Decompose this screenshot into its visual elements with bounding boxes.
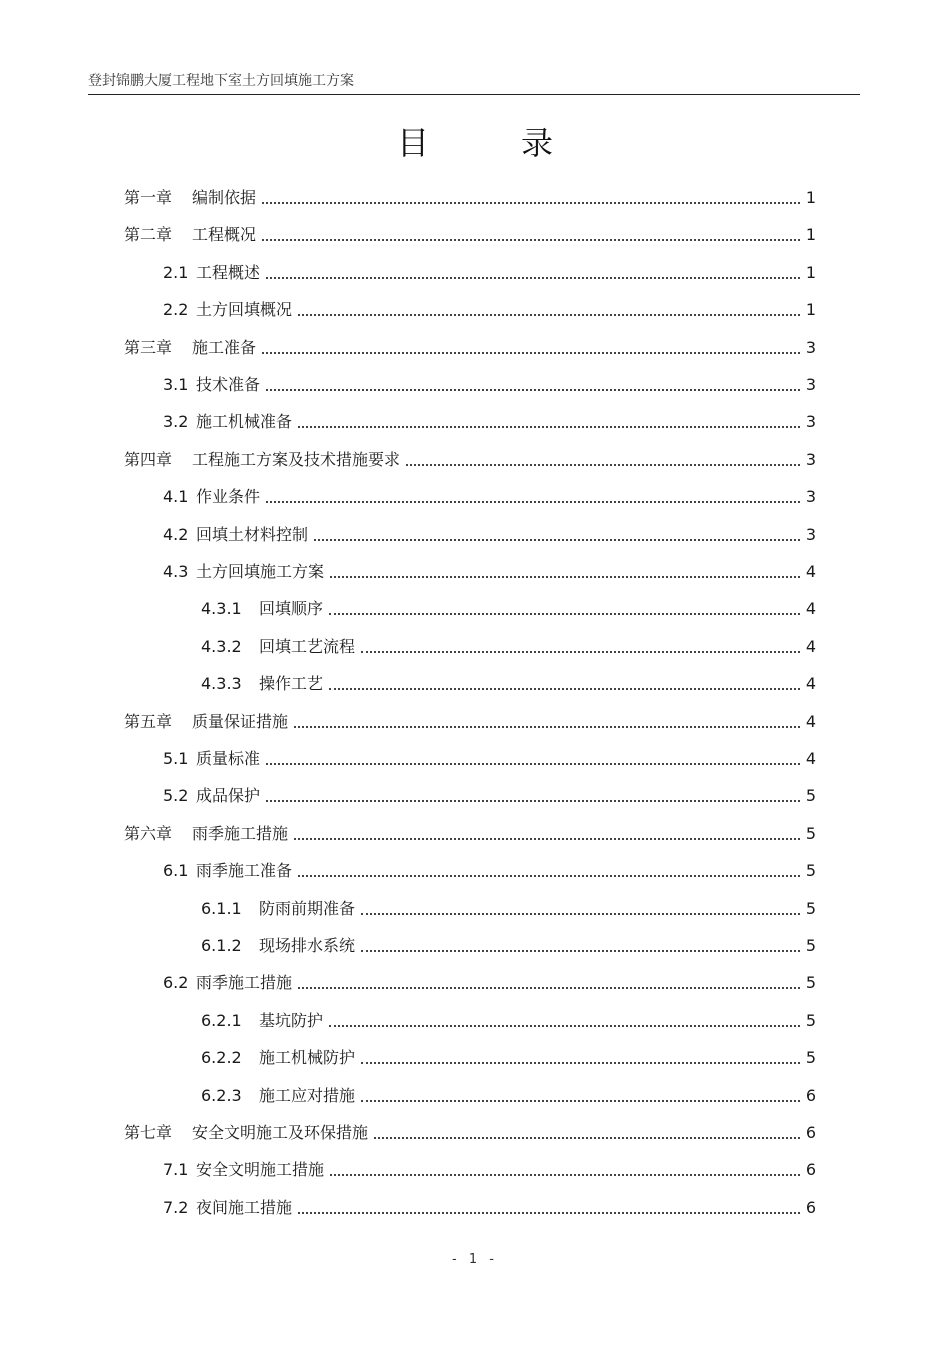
toc-dot-leader <box>294 837 800 840</box>
toc-entry[interactable] <box>201 670 818 694</box>
toc-entry-label: 工程施工方案及技术措施要求 <box>192 450 401 469</box>
toc-entry[interactable] <box>201 1007 818 1031</box>
toc-entry[interactable] <box>124 708 818 732</box>
toc-entry-number: 4.3.2 <box>201 637 242 656</box>
toc-entry-page: 6 <box>805 1123 817 1142</box>
toc-entry[interactable] <box>163 1156 818 1180</box>
toc-entry-number: 4.1 <box>163 487 189 506</box>
toc-entry-label: 基坑防护 <box>259 1011 324 1030</box>
toc-entry-label: 工程概况 <box>192 225 257 244</box>
toc-dot-leader <box>314 538 800 541</box>
toc-entry-label: 回填土材料控制 <box>196 525 309 544</box>
toc-entry-label: 质量保证措施 <box>192 712 289 731</box>
toc-entry-number: 6.1.2 <box>201 936 242 955</box>
toc-entry-number: 4.2 <box>163 525 189 544</box>
toc-entry-label: 作业条件 <box>196 487 261 506</box>
toc-dot-leader <box>298 313 800 316</box>
toc-dot-leader <box>406 463 800 466</box>
toc-entry-number: 6.2.3 <box>201 1086 242 1105</box>
toc-dot-leader <box>266 276 800 279</box>
toc-entry-number: 第一章 <box>124 188 173 207</box>
toc-entry-page: 5 <box>805 899 817 918</box>
toc-entry-label: 安全文明施工及环保措施 <box>192 1123 369 1142</box>
toc-entry-number: 2.1 <box>163 263 189 282</box>
toc-dot-leader <box>262 238 800 241</box>
toc-dot-leader <box>298 1211 800 1214</box>
toc-dot-leader <box>266 799 800 802</box>
toc-dot-leader <box>266 500 800 503</box>
toc-entry[interactable] <box>163 259 818 283</box>
toc-dot-leader <box>329 612 800 615</box>
toc-entry[interactable] <box>124 184 818 208</box>
toc-entry-page: 1 <box>805 263 817 282</box>
toc-entry[interactable] <box>163 969 818 993</box>
toc-entry[interactable] <box>163 782 818 806</box>
toc-entry-label: 编制依据 <box>192 188 257 207</box>
toc-entry[interactable] <box>163 1194 818 1218</box>
toc-entry-page: 5 <box>805 936 817 955</box>
toc-entry-number: 4.3.3 <box>201 674 242 693</box>
toc-entry-page: 3 <box>805 412 817 431</box>
toc-dot-leader <box>361 912 800 915</box>
toc-entry-page: 5 <box>805 1048 817 1067</box>
toc-entry-page: 4 <box>805 674 817 693</box>
toc-entry-label: 土方回填施工方案 <box>196 562 325 581</box>
toc-entry-label: 技术准备 <box>196 375 261 394</box>
toc-entry-page: 4 <box>805 599 817 618</box>
toc-dot-leader <box>330 575 800 578</box>
toc-entry[interactable] <box>163 483 818 507</box>
toc-entry-label: 现场排水系统 <box>259 936 356 955</box>
toc-dot-leader <box>298 874 800 877</box>
toc-entry-label: 施工应对措施 <box>259 1086 356 1105</box>
toc-entry[interactable] <box>201 1082 818 1106</box>
toc-entry-page: 3 <box>805 525 817 544</box>
toc-entry-label: 回填工艺流程 <box>259 637 356 656</box>
toc-entry-label: 施工准备 <box>192 338 257 357</box>
toc-dot-leader <box>361 1061 800 1064</box>
toc-entry-page: 3 <box>805 338 817 357</box>
toc-entry-number: 6.2 <box>163 973 189 992</box>
toc-entry-number: 第七章 <box>124 1123 173 1142</box>
toc-entry-page: 5 <box>805 861 817 880</box>
toc-entry[interactable] <box>163 371 818 395</box>
toc-dot-leader <box>329 687 800 690</box>
toc-entry-number: 4.3 <box>163 562 189 581</box>
toc-entry-label: 回填顺序 <box>259 599 324 618</box>
toc-entry-page: 4 <box>805 712 817 731</box>
toc-entry-page: 1 <box>805 225 817 244</box>
toc-entry-page: 4 <box>805 749 817 768</box>
toc-entry-label: 成品保护 <box>196 786 261 805</box>
toc-entry-number: 6.2.2 <box>201 1048 242 1067</box>
toc-entry-page: 1 <box>805 188 817 207</box>
toc-entry-page: 3 <box>805 450 817 469</box>
toc-entry[interactable] <box>124 1119 818 1143</box>
toc-entry-label: 防雨前期准备 <box>259 899 356 918</box>
toc-entry[interactable] <box>163 296 818 320</box>
toc-entry-page: 6 <box>805 1198 817 1217</box>
toc-entry-label: 雨季施工准备 <box>196 861 293 880</box>
toc-entry[interactable] <box>201 1044 818 1068</box>
toc-dot-leader <box>330 1173 800 1176</box>
toc-entry-number: 第五章 <box>124 712 173 731</box>
toc-dot-leader <box>361 650 800 653</box>
toc-entry-number: 7.2 <box>163 1198 189 1217</box>
toc-entry-page: 6 <box>805 1086 817 1105</box>
toc-dot-leader <box>266 388 800 391</box>
toc-entry-label: 质量标准 <box>196 749 261 768</box>
toc-entry[interactable] <box>201 932 818 956</box>
toc-entry-label: 工程概述 <box>196 263 261 282</box>
toc-entry-number: 5.2 <box>163 786 189 805</box>
toc-dot-leader <box>361 949 800 952</box>
toc-title: 目 录 <box>396 124 583 162</box>
toc-entry-page: 1 <box>805 300 817 319</box>
toc-entry[interactable] <box>201 633 818 657</box>
toc-entry[interactable] <box>124 334 818 358</box>
toc-dot-leader <box>262 351 800 354</box>
toc-entry-label: 雨季施工措施 <box>196 973 293 992</box>
toc-entry-page: 5 <box>805 1011 817 1030</box>
toc-entry-page: 3 <box>805 487 817 506</box>
toc-entry-page: 5 <box>805 973 817 992</box>
toc-dot-leader <box>294 725 800 728</box>
toc-entry-number: 6.2.1 <box>201 1011 242 1030</box>
toc-entry-number: 4.3.1 <box>201 599 242 618</box>
header-title: 登封锦鹏大厦工程地下室土方回填施工方案 <box>88 73 354 89</box>
toc-entry-number: 第三章 <box>124 338 173 357</box>
toc-dot-leader <box>262 201 800 204</box>
toc-dot-leader <box>266 762 800 765</box>
toc-entry[interactable] <box>124 221 818 245</box>
toc-dot-leader <box>298 986 800 989</box>
toc-entry-page: 5 <box>805 824 817 843</box>
toc-entry[interactable] <box>201 595 818 619</box>
toc-entry-label: 雨季施工措施 <box>192 824 289 843</box>
toc-entry[interactable] <box>163 558 818 582</box>
toc-entry-number: 第二章 <box>124 225 173 244</box>
toc-entry-label: 夜间施工措施 <box>196 1198 293 1217</box>
toc-entry[interactable] <box>163 745 818 769</box>
toc-entry-page: 6 <box>805 1160 817 1179</box>
toc-entry-page: 5 <box>805 786 817 805</box>
toc-entry-number: 第四章 <box>124 450 173 469</box>
toc-entry-number: 第六章 <box>124 824 173 843</box>
toc-entry-number: 6.1 <box>163 861 189 880</box>
toc-entry[interactable] <box>163 857 818 881</box>
toc-entry[interactable] <box>201 895 818 919</box>
toc-dot-leader <box>361 1099 800 1102</box>
toc-entry-label: 施工机械防护 <box>259 1048 356 1067</box>
toc-dot-leader <box>329 1024 800 1027</box>
toc-entry-label: 操作工艺 <box>259 674 324 693</box>
toc-entry-number: 6.1.1 <box>201 899 242 918</box>
toc-entry[interactable] <box>124 820 818 844</box>
page-number: - 1 - <box>452 1252 498 1267</box>
toc-entry-page: 4 <box>805 637 817 656</box>
toc-entry-number: 5.1 <box>163 749 189 768</box>
toc-entry[interactable] <box>163 408 818 432</box>
toc-entry-number: 3.2 <box>163 412 189 431</box>
toc-entry-label: 安全文明施工措施 <box>196 1160 325 1179</box>
toc-entry-page: 4 <box>805 562 817 581</box>
toc-dot-leader <box>374 1136 800 1139</box>
toc-entry[interactable] <box>124 446 818 470</box>
toc-entry[interactable] <box>163 521 818 545</box>
toc-entry-label: 施工机械准备 <box>196 412 293 431</box>
toc-entry-label: 土方回填概况 <box>196 300 293 319</box>
toc-entry-number: 7.1 <box>163 1160 189 1179</box>
toc-entry-page: 3 <box>805 375 817 394</box>
toc-entry-number: 3.1 <box>163 375 189 394</box>
toc-dot-leader <box>298 425 800 428</box>
toc-entry-number: 2.2 <box>163 300 189 319</box>
